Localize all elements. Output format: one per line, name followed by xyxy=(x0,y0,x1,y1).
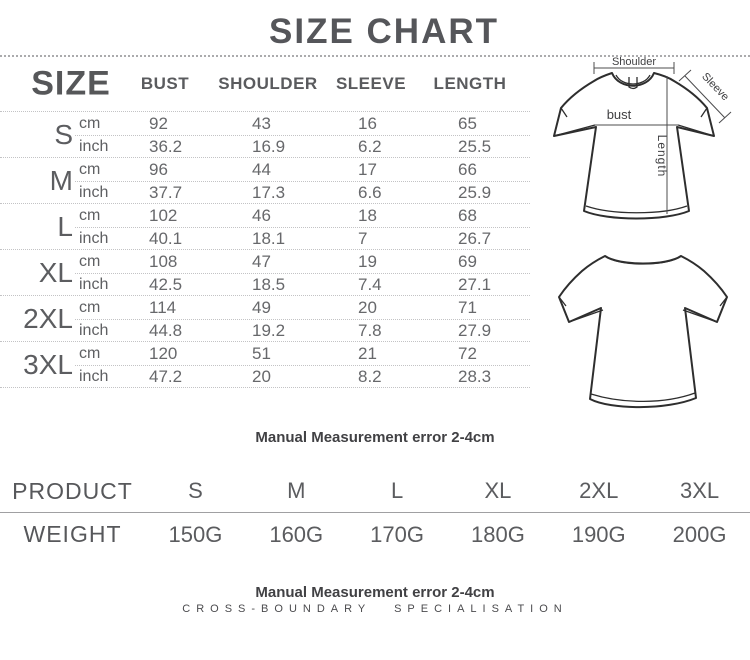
unit-label-inch: inch xyxy=(79,321,109,339)
column-header-shoulder: SHOULDER xyxy=(218,74,318,93)
cm-inch-divider xyxy=(75,365,530,366)
cm-value-sleeve: 20 xyxy=(358,297,377,317)
cm-value-shoulder: 46 xyxy=(252,205,271,225)
inch-value-length: 26.7 xyxy=(458,228,492,248)
cm-value-sleeve: 16 xyxy=(358,113,377,133)
cm-value-length: 66 xyxy=(458,159,477,179)
product-weight-cell: 150G xyxy=(145,512,246,556)
inch-value-sleeve: 7.8 xyxy=(358,320,382,340)
size-table-row xyxy=(0,250,530,296)
inch-value-sleeve: 6.2 xyxy=(358,136,382,156)
inch-value-bust: 44.8 xyxy=(149,320,183,340)
cm-value-length: 72 xyxy=(458,343,477,363)
tshirt-back-diagram xyxy=(537,246,750,421)
size-table-row xyxy=(0,112,530,158)
size-table-row xyxy=(0,204,530,250)
cm-value-shoulder: 43 xyxy=(252,113,271,133)
inch-value-sleeve: 6.6 xyxy=(358,182,382,202)
measurement-diagrams xyxy=(537,56,750,421)
inch-value-shoulder: 19.2 xyxy=(252,320,286,340)
cm-value-sleeve: 18 xyxy=(358,205,377,225)
inch-value-bust: 37.7 xyxy=(149,182,183,202)
inch-value-length: 25.5 xyxy=(458,136,492,156)
product-size-cell: 3XL xyxy=(680,478,720,503)
product-row-label: PRODUCT xyxy=(12,477,133,504)
unit-label-cm: cm xyxy=(79,344,101,362)
cm-value-shoulder: 47 xyxy=(252,251,271,271)
cm-value-bust: 120 xyxy=(149,343,178,363)
product-weight-cell: 160G xyxy=(246,512,347,556)
size-label: XL xyxy=(38,257,73,288)
unit-label-inch: inch xyxy=(79,137,109,155)
product-size-cell: M xyxy=(287,478,306,503)
product-size-cell: 2XL xyxy=(579,478,619,503)
cm-value-bust: 108 xyxy=(149,251,178,271)
length-label: Length xyxy=(655,134,669,178)
cm-value-length: 65 xyxy=(458,113,477,133)
size-table-row xyxy=(0,296,530,342)
measurement-note-top: Manual Measurement error 2-4cm xyxy=(255,429,495,446)
cm-value-sleeve: 21 xyxy=(358,343,377,363)
unit-label-cm: cm xyxy=(79,252,101,270)
unit-label-cm: cm xyxy=(79,206,101,224)
size-table-row xyxy=(0,158,530,204)
cm-inch-divider xyxy=(75,319,530,320)
cm-inch-divider xyxy=(75,273,530,274)
cm-value-shoulder: 49 xyxy=(252,297,271,317)
column-header-size: SIZE xyxy=(31,64,111,103)
tshirt-back-outline xyxy=(559,256,727,407)
size-label: 3XL xyxy=(23,349,73,380)
inch-value-shoulder: 18.5 xyxy=(252,274,286,294)
cm-value-bust: 114 xyxy=(149,297,177,317)
sleeve-label: Sleeve xyxy=(699,70,732,104)
inch-value-bust: 42.5 xyxy=(149,274,183,294)
inch-value-bust: 36.2 xyxy=(149,136,183,156)
cm-value-bust: 96 xyxy=(149,159,168,179)
inch-value-shoulder: 20 xyxy=(252,366,271,386)
size-label: L xyxy=(57,211,73,242)
product-weight-cell: 200G xyxy=(649,512,750,556)
size-table-body xyxy=(0,112,530,388)
unit-label-cm: cm xyxy=(79,298,101,316)
inch-value-shoulder: 16.9 xyxy=(252,136,286,156)
product-weight-cell: 190G xyxy=(548,512,649,556)
cm-value-length: 71 xyxy=(458,297,477,317)
product-size-cell: L xyxy=(390,478,404,503)
inch-value-bust: 40.1 xyxy=(149,228,183,248)
product-size-cell: XL xyxy=(484,478,512,503)
inch-value-sleeve: 7 xyxy=(358,228,368,248)
size-label: 2XL xyxy=(23,303,73,334)
tshirt-front-outline xyxy=(554,73,714,219)
page-title: SIZE CHART xyxy=(269,12,499,51)
inch-value-sleeve: 7.4 xyxy=(358,274,382,294)
column-header-length: LENGTH xyxy=(433,74,507,93)
unit-label-inch: inch xyxy=(79,183,109,201)
inch-value-length: 27.9 xyxy=(458,320,492,340)
cm-value-shoulder: 44 xyxy=(252,159,271,179)
cm-inch-divider xyxy=(75,135,530,136)
unit-label-inch: inch xyxy=(79,367,109,385)
inch-value-shoulder: 17.3 xyxy=(252,182,286,202)
cm-value-sleeve: 17 xyxy=(358,159,377,179)
unit-label-inch: inch xyxy=(79,275,109,293)
inch-value-length: 25.9 xyxy=(458,182,492,202)
cm-value-length: 69 xyxy=(458,251,477,271)
product-weight-cell: 180G xyxy=(448,512,549,556)
size-table-header xyxy=(0,57,530,112)
cm-value-bust: 92 xyxy=(149,113,168,133)
cm-inch-divider xyxy=(75,227,530,228)
footer-slogan: CROSS-BOUNDARY SPECIALISATION xyxy=(182,603,568,615)
unit-label-cm: cm xyxy=(79,114,101,132)
column-header-sleeve: SLEEVE xyxy=(335,74,407,93)
product-weight-table xyxy=(0,470,750,556)
tshirt-front-diagram xyxy=(537,56,750,244)
bust-label: bust xyxy=(606,107,632,122)
product-weight-cell: 170G xyxy=(347,512,448,556)
weight-row-label: WEIGHT xyxy=(0,512,145,556)
size-table-row xyxy=(0,342,530,388)
inch-value-shoulder: 18.1 xyxy=(252,228,286,248)
shoulder-label: Shoulder xyxy=(611,56,657,68)
size-label: S xyxy=(54,119,73,150)
cm-value-shoulder: 51 xyxy=(252,343,271,363)
unit-label-inch: inch xyxy=(79,229,109,247)
inch-value-length: 28.3 xyxy=(458,366,492,386)
inch-value-length: 27.1 xyxy=(458,274,492,294)
inch-value-sleeve: 8.2 xyxy=(358,366,382,386)
size-label: M xyxy=(49,165,73,196)
column-header-bust: BUST xyxy=(140,74,190,93)
cm-inch-divider xyxy=(75,181,530,182)
cm-value-length: 68 xyxy=(458,205,477,225)
cm-value-sleeve: 19 xyxy=(358,251,377,271)
unit-label-cm: cm xyxy=(79,160,101,178)
product-size-cell: S xyxy=(188,478,203,503)
measurement-note-bottom: Manual Measurement error 2-4cm xyxy=(255,584,495,601)
inch-value-bust: 47.2 xyxy=(149,366,183,386)
size-table xyxy=(0,57,530,388)
cm-value-bust: 102 xyxy=(149,205,178,225)
